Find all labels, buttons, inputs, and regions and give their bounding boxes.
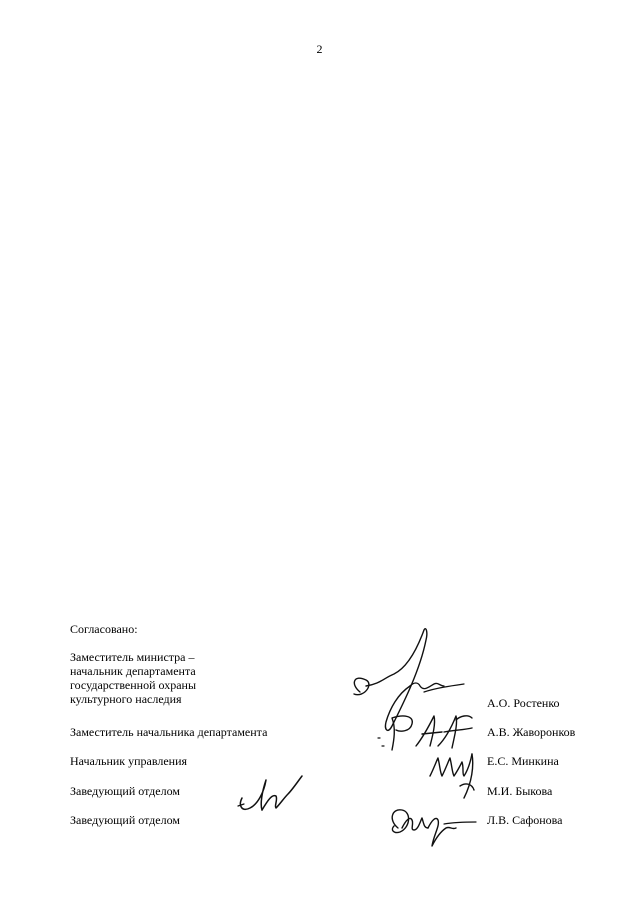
signatory-name: Е.С. Минкина — [487, 754, 559, 768]
signature-bykova — [232, 770, 312, 816]
position-line: Начальник управления — [70, 754, 188, 768]
page-number: 2 — [316, 42, 323, 56]
position-line: начальник департамента — [70, 664, 196, 678]
position-line: культурного наследия — [70, 692, 182, 706]
signatory-position — [70, 725, 350, 739]
signatory-name: Л.В. Сафонова — [487, 813, 563, 827]
position-line: Заместитель начальника департамента — [70, 725, 268, 739]
position-line: Заместитель министра – — [70, 650, 195, 664]
signatory-position — [70, 754, 350, 768]
position-line: государственной охраны — [70, 678, 197, 692]
signature-safonova — [380, 798, 480, 854]
position-line: Заведующий отделом — [70, 813, 180, 827]
approval-heading: Согласовано: — [70, 622, 138, 636]
signatory-name: А.О. Ростенко — [487, 696, 560, 710]
signatory-position — [70, 650, 350, 706]
position-line: Заведующий отделом — [70, 784, 180, 798]
signatory-name: М.И. Быкова — [487, 784, 553, 798]
signatory-name: А.В. Жаворонков — [487, 725, 576, 739]
signature-minkina — [424, 746, 484, 806]
